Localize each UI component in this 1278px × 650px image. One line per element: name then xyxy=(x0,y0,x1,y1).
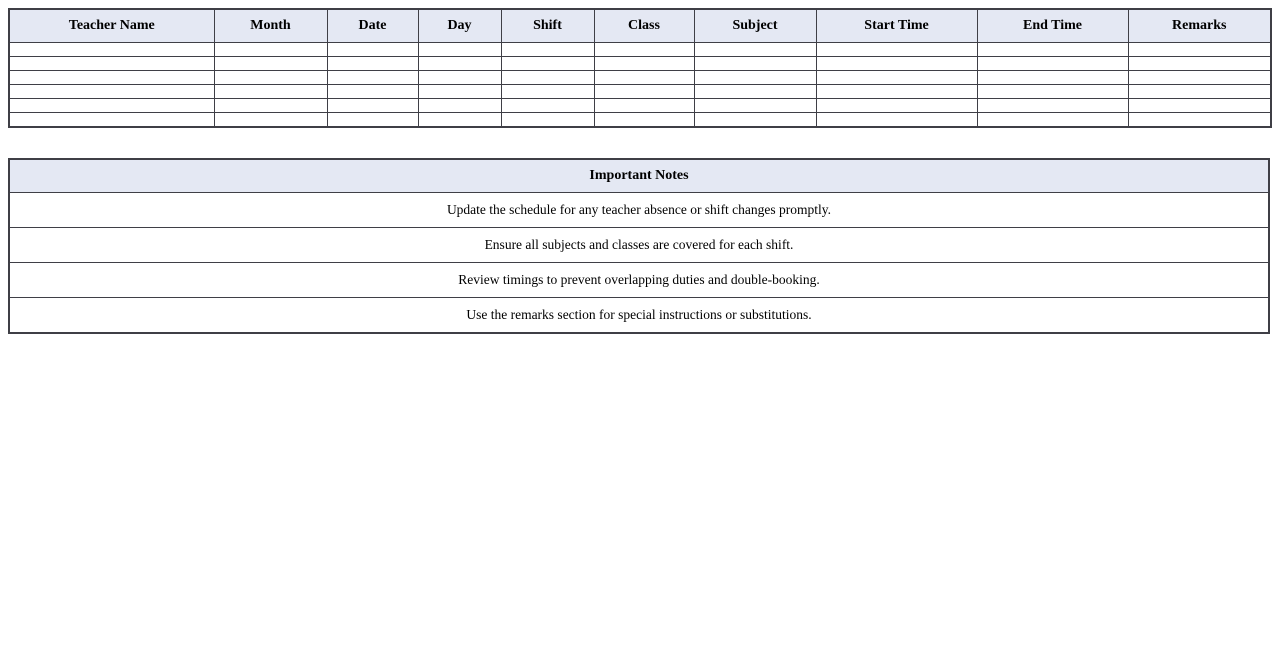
schedule-cell xyxy=(9,85,214,99)
schedule-cell xyxy=(418,71,501,85)
schedule-cell xyxy=(1128,113,1271,128)
schedule-cell xyxy=(977,113,1128,128)
schedule-cell xyxy=(418,43,501,57)
schedule-cell xyxy=(1128,43,1271,57)
notes-header-row xyxy=(9,159,1269,193)
schedule-cell xyxy=(1128,57,1271,71)
column-header-class: Class xyxy=(594,9,694,43)
schedule-cell xyxy=(594,99,694,113)
schedule-cell xyxy=(9,99,214,113)
notes-title: Important Notes xyxy=(9,159,1269,193)
column-header-shift: Shift xyxy=(501,9,594,43)
schedule-cell xyxy=(816,57,977,71)
column-header-day: Day xyxy=(418,9,501,43)
schedule-cell xyxy=(694,57,816,71)
note-text: Update the schedule for any teacher absence or shift changes promptly. xyxy=(9,193,1269,228)
schedule-cell xyxy=(977,43,1128,57)
schedule-cell xyxy=(694,85,816,99)
schedule-cell xyxy=(327,43,418,57)
schedule-cell xyxy=(816,99,977,113)
column-header-end-time: End Time xyxy=(977,9,1128,43)
schedule-cell xyxy=(694,113,816,128)
schedule-row xyxy=(9,57,1271,71)
schedule-cell xyxy=(214,71,327,85)
schedule-cell xyxy=(327,85,418,99)
schedule-cell xyxy=(816,113,977,128)
schedule-cell xyxy=(214,43,327,57)
schedule-cell xyxy=(418,113,501,128)
schedule-row xyxy=(9,43,1271,57)
schedule-cell xyxy=(594,71,694,85)
schedule-cell xyxy=(1128,85,1271,99)
schedule-cell xyxy=(9,43,214,57)
column-header-teacher-name: Teacher Name xyxy=(9,9,214,43)
note-row xyxy=(9,298,1269,334)
note-row xyxy=(9,193,1269,228)
column-header-start-time: Start Time xyxy=(816,9,977,43)
schedule-cell xyxy=(501,99,594,113)
schedule-cell xyxy=(1128,99,1271,113)
column-header-remarks: Remarks xyxy=(1128,9,1271,43)
schedule-cell xyxy=(418,99,501,113)
schedule-row xyxy=(9,85,1271,99)
schedule-cell xyxy=(816,71,977,85)
duty-schedule-table xyxy=(8,8,1272,128)
schedule-cell xyxy=(418,57,501,71)
schedule-cell xyxy=(418,85,501,99)
note-text: Review timings to prevent overlapping duties and double-booking. xyxy=(9,263,1269,298)
schedule-cell xyxy=(1128,71,1271,85)
important-notes-table xyxy=(8,158,1270,334)
schedule-cell xyxy=(501,71,594,85)
schedule-cell xyxy=(694,99,816,113)
schedule-cell xyxy=(9,71,214,85)
schedule-row xyxy=(9,99,1271,113)
schedule-cell xyxy=(214,113,327,128)
schedule-cell xyxy=(594,85,694,99)
schedule-cell xyxy=(594,113,694,128)
schedule-cell xyxy=(977,71,1128,85)
schedule-cell xyxy=(977,99,1128,113)
schedule-cell xyxy=(327,99,418,113)
column-header-month: Month xyxy=(214,9,327,43)
schedule-cell xyxy=(327,71,418,85)
schedule-cell xyxy=(816,43,977,57)
schedule-cell xyxy=(327,57,418,71)
column-header-date: Date xyxy=(327,9,418,43)
schedule-cell xyxy=(501,85,594,99)
schedule-cell xyxy=(694,43,816,57)
note-text: Use the remarks section for special instructions or substitutions. xyxy=(9,298,1269,334)
schedule-cell xyxy=(214,99,327,113)
column-header-subject: Subject xyxy=(694,9,816,43)
schedule-cell xyxy=(816,85,977,99)
schedule-row xyxy=(9,113,1271,128)
schedule-cell xyxy=(977,57,1128,71)
schedule-cell xyxy=(214,57,327,71)
schedule-cell xyxy=(594,43,694,57)
schedule-cell xyxy=(501,57,594,71)
schedule-row xyxy=(9,71,1271,85)
note-row xyxy=(9,228,1269,263)
schedule-header-row xyxy=(9,9,1271,43)
schedule-cell xyxy=(327,113,418,128)
schedule-cell xyxy=(9,57,214,71)
schedule-cell xyxy=(501,113,594,128)
note-text: Ensure all subjects and classes are covered for each shift. xyxy=(9,228,1269,263)
note-row xyxy=(9,263,1269,298)
schedule-cell xyxy=(214,85,327,99)
schedule-cell xyxy=(9,113,214,128)
schedule-cell xyxy=(501,43,594,57)
schedule-cell xyxy=(977,85,1128,99)
schedule-cell xyxy=(694,71,816,85)
schedule-cell xyxy=(594,57,694,71)
